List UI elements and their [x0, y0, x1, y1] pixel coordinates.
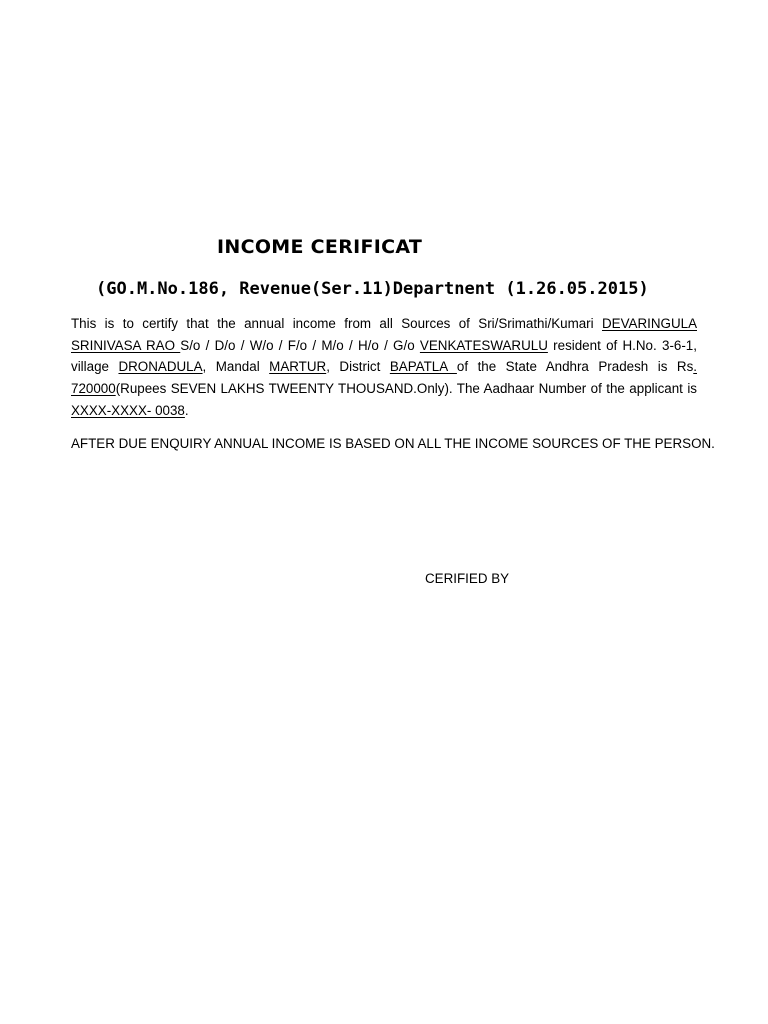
village-name: DRONADULA	[118, 359, 203, 375]
district-name: BAPATLA	[389, 359, 457, 375]
state-text: of the State Andhra Pradesh is Rs	[456, 359, 694, 375]
rs-dot: .	[693, 359, 697, 375]
aadhaar-number: XXXX-XXXX- 0038	[71, 402, 185, 418]
enquiry-statement: AFTER DUE ENQUIRY ANNUAL INCOME IS BASED ON ALL THE INCOME SOURCES OF THE PERSON.	[71, 436, 715, 451]
certificate-body-paragraph	[71, 313, 697, 422]
mandal-name: MARTUR	[269, 359, 327, 375]
body-intro-text: This is to certify that the annual income from all Sources of Sri/Srimathi/Kumari	[71, 316, 602, 331]
income-amount: 720000	[71, 381, 116, 397]
resident-text: resident of H.No. 3-6-1, village	[71, 337, 697, 375]
district-text: , District	[326, 359, 390, 375]
body-end: .	[184, 402, 189, 418]
relation-name: VENKATESWARULU	[419, 337, 548, 353]
certified-by-label: CERIFIED BY	[425, 571, 510, 586]
applicant-name: DEVARINGULA SRINIVASA RAO	[71, 316, 697, 353]
certificate-title: INCOME CERIFICAT	[217, 236, 423, 258]
relation-text: S/o / D/o / W/o / F/o / M/o / H/o / G/o	[180, 337, 420, 353]
amount-in-words: (Rupees SEVEN LAKHS TWEENTY THOUSAND.Only). The Aadhaar Number of the applicant is	[115, 381, 697, 397]
mandal-text: , Mandal	[202, 359, 270, 375]
government-order-reference: (GO.M.No.186, Revenue(Ser.11)Departnent (1.26.05.2015)	[96, 279, 649, 299]
